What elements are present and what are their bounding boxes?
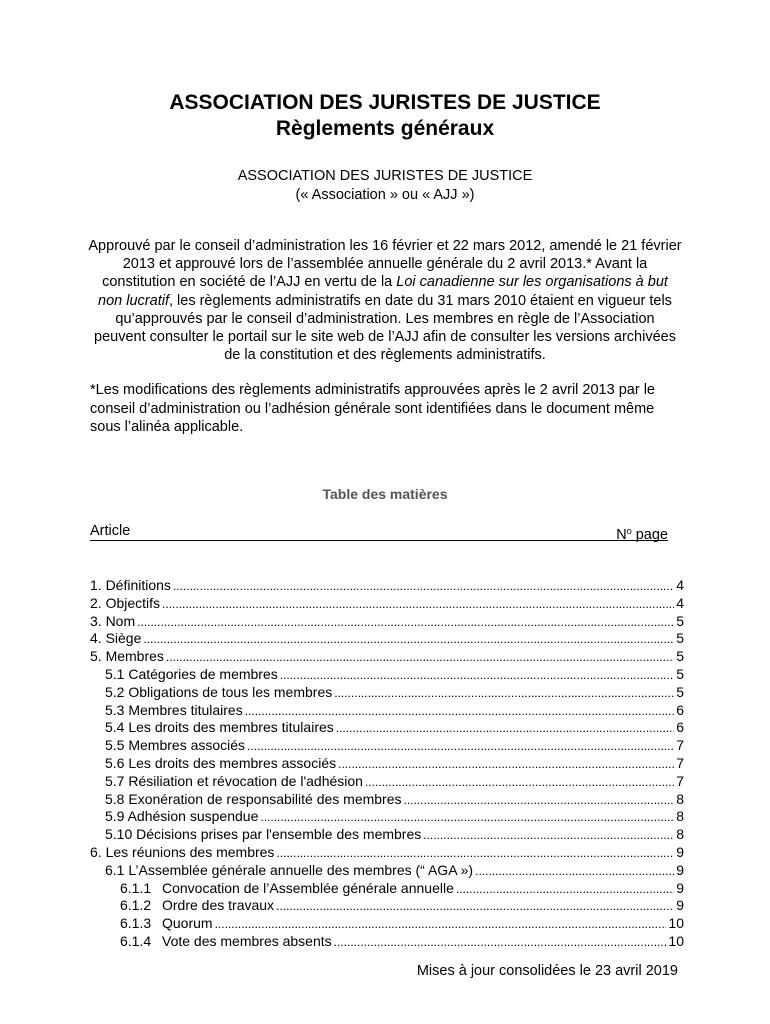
toc-dot-leader (276, 898, 674, 916)
amendment-note: *Les modifications des règlements administratifs approuvées après le 2 avril 2013 par le conseil d’administration ou l’adhésion générale sont identifiées dans le document même sous l’alinéa applicable. (90, 382, 655, 435)
toc-entry[interactable] (90, 755, 684, 773)
toc-entry-label: 1. Définitions (90, 577, 171, 593)
toc-entry-label: 5.3 Membres titulaires (105, 701, 243, 718)
toc-entry[interactable] (90, 684, 684, 702)
toc-entry-label: 5.4 Les droits des membres titulaires (105, 719, 334, 736)
toc-entry-label: 5. Membres (90, 648, 164, 665)
document-title: ASSOCIATION DES JURISTES DE JUSTICE (169, 91, 601, 114)
toc-entry[interactable] (90, 719, 684, 737)
toc-entry-page: 7 (676, 754, 684, 771)
toc-entry-page: 9 (676, 861, 684, 878)
toc-entry-label: 5.7 Résiliation et révocation de l'adhésion (105, 772, 363, 789)
toc-entry[interactable] (90, 613, 684, 631)
toc-entry[interactable] (90, 915, 684, 933)
toc-entry[interactable] (90, 773, 684, 791)
document-subtitle: Règlements généraux (275, 117, 495, 140)
toc-entry[interactable] (90, 666, 684, 684)
toc-entry-label: Vote des membres absents (162, 932, 332, 949)
toc-entry[interactable] (90, 897, 684, 915)
toc-dot-leader (336, 720, 674, 738)
toc-dot-leader (276, 845, 674, 863)
toc-title: Table des matières (322, 486, 448, 502)
toc-entry-page: 7 (676, 737, 684, 754)
toc-entry-page: 10 (668, 915, 684, 932)
toc-header (90, 522, 668, 541)
toc-entry-page: 5 (676, 612, 684, 629)
toc-dot-leader (334, 685, 674, 703)
approval-text-part1: Approuvé par le conseil d’administration les 16 février et 22 mars 2012, amendé le 21 février 2013 et approuvé lors de l’assemblée annuelle générale du 2 avril 2013.* Avant la constitution en société de l’AJJ en vertu de la (88, 238, 682, 291)
toc-dot-leader (280, 667, 674, 685)
toc-dot-leader (143, 631, 674, 649)
toc-entry-page: 9 (676, 879, 684, 896)
approval-text-part2: , les règlements administratifs en date du 31 mars 2010 étaient en vigueur tels qu’approuvés par le conseil d’administration. Les membres en règle de l’Association peuvent consulter le portail sur le site web de l’AJJ afin de consulter les versions archivées de la constitution et des règlements administratifs. (94, 292, 676, 364)
toc-entry[interactable] (90, 933, 684, 951)
toc-dot-leader (365, 774, 674, 792)
toc-dot-leader (162, 596, 674, 614)
toc-list (90, 577, 684, 951)
toc-entry-label: 5.1 Catégories de membres (105, 665, 278, 682)
toc-entry-number: 6.1.3 (120, 915, 152, 932)
toc-dot-leader (247, 738, 674, 756)
toc-entry[interactable] (90, 737, 684, 755)
toc-column-page-sup: o (626, 526, 632, 536)
toc-entry-label: 5.8 Exonération de responsabilité des membres (105, 790, 402, 807)
toc-entry[interactable] (90, 880, 684, 898)
law-name: Loi canadienne sur les organisations à but non lucratif (98, 274, 668, 309)
footer-update-date: Mises à jour consolidées le 23 avril 2019 (416, 963, 678, 979)
toc-entry[interactable] (90, 648, 684, 666)
toc-column-article: Article (90, 523, 131, 539)
toc-entry-page: 8 (676, 790, 684, 807)
toc-dot-leader (338, 756, 674, 774)
toc-dot-leader (245, 703, 674, 721)
toc-entry-page: 8 (676, 808, 684, 825)
toc-entry[interactable] (90, 577, 684, 595)
toc-entry-label: 2. Objectifs (90, 594, 161, 611)
toc-entry-number: 6.1.2 (120, 897, 152, 914)
toc-entry-page: 6 (676, 719, 684, 736)
toc-entry-page: 4 (676, 577, 684, 593)
toc-entry[interactable] (90, 630, 684, 648)
toc-entry-label: 4. Siège (90, 630, 142, 647)
toc-dot-leader (260, 809, 674, 827)
toc-entry-label: Convocation de l’Assemblée générale annuelle (162, 879, 454, 896)
toc-entry[interactable] (90, 826, 684, 844)
toc-dot-leader (334, 934, 667, 952)
toc-entry-label: 5.9 Adhésion suspendue (105, 808, 259, 825)
toc-column-page (616, 522, 668, 544)
toc-entry-label: Ordre des travaux (162, 897, 275, 914)
toc-entry-label: 5.2 Obligations de tous les membres (105, 683, 333, 700)
toc-dot-leader (215, 916, 667, 934)
toc-entry-label: 5.10 Décisions prises par l'ensemble des membres (105, 826, 422, 843)
toc-entry-page: 5 (676, 630, 684, 647)
toc-entry[interactable] (90, 791, 684, 809)
toc-entry-page: 8 (676, 826, 684, 843)
toc-entry-page: 9 (676, 897, 684, 914)
toc-dot-leader (166, 649, 674, 667)
toc-entry[interactable] (90, 595, 684, 613)
toc-dot-leader (423, 827, 674, 845)
toc-entry-page: 4 (676, 594, 684, 611)
toc-entry-number: 6.1.1 (120, 879, 152, 896)
toc-entry-label: 5.6 Les droits des membres associés (105, 754, 337, 771)
toc-dot-leader (173, 578, 674, 596)
toc-entry-page: 9 (676, 843, 684, 860)
toc-entry-page: 6 (676, 701, 684, 718)
toc-entry-label: 3. Nom (90, 612, 136, 629)
toc-entry[interactable] (90, 808, 684, 826)
toc-entry[interactable] (90, 844, 684, 862)
toc-entry-page: 10 (668, 932, 684, 949)
toc-entry-page: 5 (676, 665, 684, 682)
toc-column-page-word: page (631, 527, 668, 543)
organization-alias: (« Association » ou « AJJ ») (295, 187, 475, 203)
toc-entry-number: 6.1.4 (120, 932, 152, 949)
toc-dot-leader (475, 863, 674, 881)
toc-entry-page: 7 (676, 772, 684, 789)
toc-dot-leader (404, 792, 674, 810)
toc-entry[interactable] (90, 862, 684, 880)
toc-entry-page: 5 (676, 648, 684, 665)
toc-entry[interactable] (90, 702, 684, 720)
toc-dot-leader (137, 614, 674, 632)
toc-entry-label: Quorum (162, 915, 213, 932)
approval-paragraph (88, 237, 682, 364)
toc-column-page-n: N (616, 527, 627, 543)
toc-entry-label: 5.5 Membres associés (105, 737, 246, 754)
organization-name: ASSOCIATION DES JURISTES DE JUSTICE (237, 168, 533, 184)
toc-entry-label: 6.1 L’Assemblée générale annuelle des membres (“ AGA ») (105, 861, 474, 878)
toc-entry-page: 5 (676, 683, 684, 700)
toc-entry-label: 6. Les réunions des membres (90, 843, 275, 860)
toc-dot-leader (456, 881, 674, 899)
